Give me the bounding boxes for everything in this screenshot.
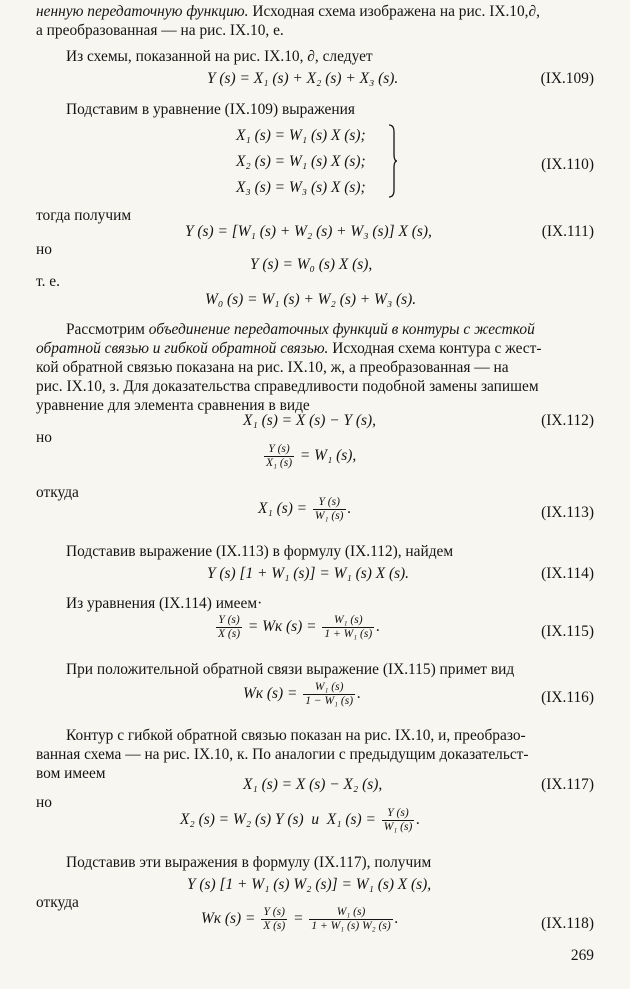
- eq115-mid: = Wк (s) =: [244, 618, 321, 636]
- equation-110-label: (IX.110): [541, 156, 594, 173]
- eq115-numerator-2: W₁ (s): [322, 614, 374, 628]
- positive-feedback-text: При положительной обратной связи выражение (IX.115) примет вид: [66, 661, 515, 678]
- eqx2-numerator: Y (s): [382, 807, 415, 821]
- equation-111: Y (s) = [W₁ (s) + W₂ (s) + W₃ (s)] X (s),: [185, 223, 432, 240]
- ratio-denominator: X₁ (s): [266, 457, 293, 469]
- equation-117: X₁ (s) = X (s) − X₂ (s),: [243, 776, 383, 793]
- eqx2-lhs: X₂ (s) = W₂ (s) Y (s) и X₁ (s) =: [180, 811, 380, 829]
- feedback-l4: рис. IX.10, з. Для доказательства справедливости подобной замены запишем: [36, 378, 539, 395]
- feedback-l3: кой обратной связью показана на рис. IX.10, ж, а преобразованная — на: [36, 359, 509, 376]
- right-brace-icon: [388, 124, 398, 198]
- flex-l1: Контур с гибкой обратной связью показан на рис. IX.10, и, преобразо-: [66, 727, 526, 744]
- equation-118: [201, 906, 399, 933]
- equation-116-label: (IX.116): [541, 689, 594, 706]
- equation-110-line3: X₃ (s) = W₃ (s) X (s);: [236, 179, 366, 196]
- feedback-l5: уравнение для элемента сравнения в виде: [36, 397, 310, 414]
- eq115-denominator-1: X (s): [218, 628, 241, 640]
- equation-112-label: (IX.112): [541, 412, 594, 429]
- then-we-get-text: тогда получим: [36, 207, 132, 224]
- subst117-text: Подставив эти выражения в формулу (IX.117), получим: [66, 854, 432, 871]
- equation-114: Y (s) [1 + W₁ (s)] = W₁ (s) X (s).: [207, 565, 410, 582]
- equation-w0-definition: Y (s) = W₀ (s) X (s),: [250, 256, 373, 273]
- subst113-text: Подставив выражение (IX.113) в формулу (IX.112), найдем: [66, 543, 454, 560]
- equation-w0-sum: W₀ (s) = W₁ (s) + W₂ (s) + W₃ (s).: [205, 291, 417, 308]
- feedback-l1b: объединение передаточных функций в контуры с жесткой: [148, 321, 535, 338]
- equation-116: [243, 681, 361, 708]
- eq118-lhs: Wк (s) =: [201, 910, 260, 928]
- equation-ratio: [262, 443, 356, 470]
- but-text-3: но: [36, 794, 52, 811]
- eq115-numerator-1: Y (s): [216, 614, 242, 628]
- whence-text-2: откуда: [36, 894, 79, 911]
- eqx2-fraction: [382, 807, 415, 834]
- page-number: 269: [570, 947, 594, 964]
- eq118-fraction-2: [309, 906, 392, 933]
- from114-text: Из уравнения (IX.114) имеем·: [66, 595, 263, 612]
- eq118-denominator-1: X (s): [263, 920, 286, 932]
- ratio-fraction: [264, 443, 294, 470]
- equation-113-label: (IX.113): [541, 504, 594, 521]
- equation-loop: Y (s) [1 + W₁ (s) W₂ (s)] = W₁ (s) X (s),: [187, 876, 432, 893]
- eq118-mid: =: [289, 910, 308, 928]
- equation-109-label: (IX.109): [540, 70, 594, 87]
- eq118-fraction-1: [261, 906, 287, 933]
- eq113-fraction: [313, 496, 346, 523]
- eq115-fraction-2: [322, 614, 374, 641]
- from-scheme-text: Из схемы, показанной на рис. IX.10, ∂, следует: [66, 48, 373, 65]
- equation-112: X₁ (s) = X (s) − Y (s),: [243, 412, 376, 429]
- equation-109: Y (s) = X₁ (s) + X₂ (s) + X₃ (s).: [207, 70, 399, 87]
- equation-115: [214, 614, 380, 641]
- eq113-lhs: X₁ (s) =: [258, 500, 311, 518]
- but-text-2: но: [36, 429, 52, 446]
- eq116-numerator: W₁ (s): [303, 681, 355, 695]
- intro-paragraph: [36, 2, 594, 40]
- flex-l3: вом имеем: [36, 765, 106, 782]
- equation-110-line1: X₁ (s) = W₁ (s) X (s);: [236, 127, 366, 144]
- eq113-denominator: W₁ (s): [314, 510, 344, 522]
- feedback-l2a: обратной связью и гибкой обратной связью.: [36, 340, 329, 357]
- equation-110-line2: X₂ (s) = W₁ (s) X (s);: [236, 153, 366, 170]
- intro-line2: а преобразованная — на рис. IX.10, е.: [36, 22, 284, 39]
- eqx2-tail: .: [416, 811, 421, 829]
- eq115-tail: .: [376, 618, 381, 636]
- eq115-denominator-2: 1 + W₁ (s): [324, 628, 373, 640]
- equation-111-label: (IX.111): [541, 223, 594, 240]
- eqx2-denominator: W₁ (s): [383, 821, 413, 833]
- but-text-1: но: [36, 241, 52, 258]
- eq118-denominator-2: 1 + W₁ (s) W₂ (s): [311, 920, 391, 932]
- equation-113: [258, 496, 351, 523]
- eq118-numerator-2: W₁ (s): [309, 906, 392, 920]
- substitute-text: Подставим в уравнение (IX.109) выражения: [66, 101, 355, 118]
- equation-117-label: (IX.117): [541, 776, 594, 793]
- eq116-fraction: [303, 681, 355, 708]
- eq116-tail: .: [357, 685, 361, 703]
- eq118-numerator-1: Y (s): [261, 906, 287, 920]
- eq113-tail: .: [347, 500, 352, 518]
- equation-114-label: (IX.114): [541, 565, 594, 582]
- eq116-denominator: 1 − W₁ (s): [305, 695, 354, 707]
- eq118-tail: .: [394, 910, 399, 928]
- ratio-rhs: = W₁ (s),: [296, 447, 357, 465]
- eq113-numerator: Y (s): [313, 496, 346, 510]
- intro-italic: ненную передаточную функцию.: [36, 3, 249, 20]
- equation-118-label: (IX.118): [541, 915, 594, 932]
- equation-115-label: (IX.115): [541, 623, 594, 640]
- feedback-paragraph: [36, 320, 594, 415]
- eq115-fraction-1: [216, 614, 242, 641]
- eq116-lhs: Wк (s) =: [243, 685, 302, 703]
- intro-rest: Исходная схема изображена на рис. IX.10,∂,: [248, 3, 540, 20]
- flex-l2: ванная схема — на рис. IX.10, к. По аналогии с предыдущим доказательст-: [36, 746, 529, 763]
- ie-text: т. е.: [36, 273, 60, 290]
- ratio-numerator: Y (s): [264, 443, 294, 457]
- feedback-l2b: Исходная схема контура с жест-: [328, 340, 542, 357]
- feedback-l1a: Рассмотрим: [66, 321, 149, 338]
- equation-x2: [180, 807, 420, 834]
- whence-text-1: откуда: [36, 484, 79, 501]
